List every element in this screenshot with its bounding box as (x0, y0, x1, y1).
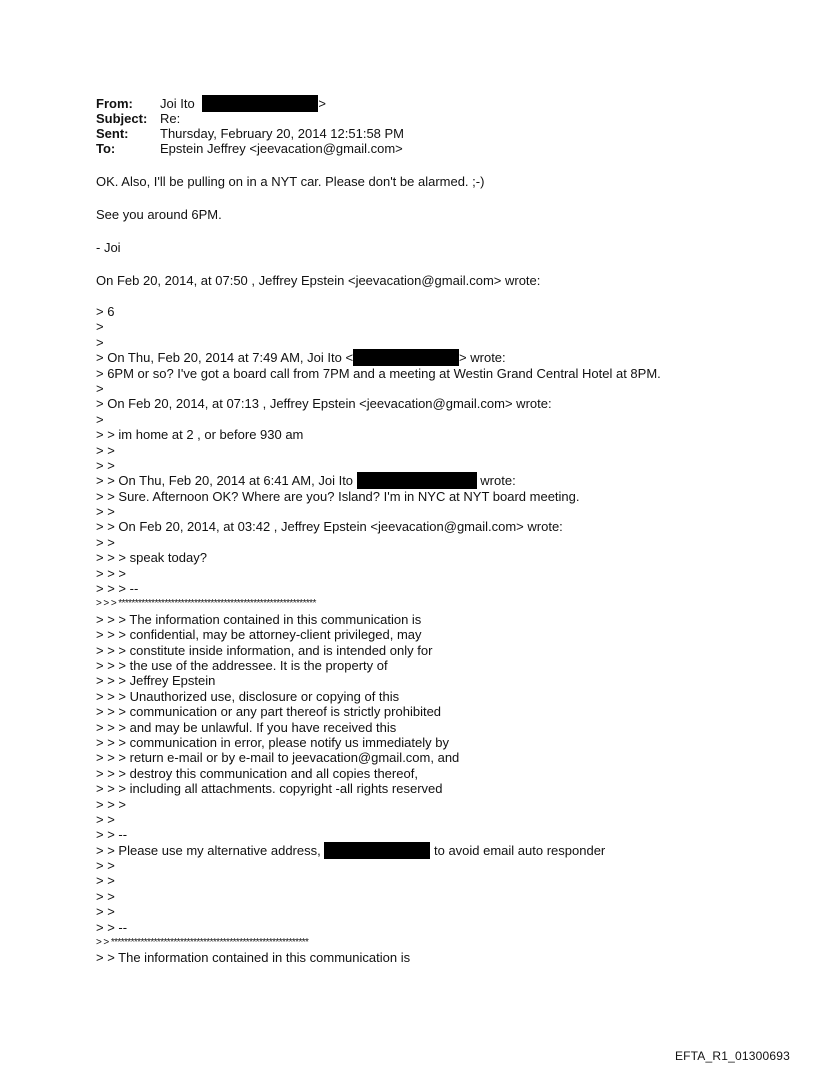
signature: - Joi (96, 240, 121, 255)
quoted-line (96, 350, 776, 365)
sent-value: Thursday, February 20, 2014 12:51:58 PM (160, 126, 405, 141)
quoted-line (96, 473, 776, 488)
quoted-line: > > > including all attachments. copyright -all rights reserved (96, 781, 443, 797)
quoted-text: > > On Thu, Feb 20, 2014 at 6:41 AM, Joi Ito (96, 473, 354, 489)
quoted-line: > (96, 334, 104, 350)
quoted-line: > > (96, 534, 115, 550)
quoted-line: > > > communication in error, please notify us immediately by (96, 734, 449, 750)
from-name: Joi Ito (160, 96, 195, 111)
subject-value: Re: (160, 111, 181, 126)
quoted-text: > > Please use my alternative address, (96, 842, 321, 858)
redaction-box (353, 349, 459, 366)
quoted-line: > > ************************************************************ (96, 937, 309, 949)
quoted-line: > > > The information contained in this communication is (96, 611, 422, 627)
quoted-line: > > > (96, 796, 126, 812)
quoted-line: > > The information contained in this communication is (96, 950, 411, 966)
quoted-line: > > (96, 442, 115, 458)
quoted-line: > > (96, 904, 115, 920)
from-suffix: > (318, 96, 326, 111)
quoted-line: > > > -- (96, 581, 139, 597)
quoted-text: to avoid email auto responder (433, 842, 606, 858)
quoted-line: > > (96, 457, 115, 473)
body-paragraph: See you around 6PM. (96, 207, 222, 222)
to-label: To: (96, 141, 116, 156)
quoted-line: > > -- (96, 827, 128, 843)
quoted-line: > > > ************************************************************ (96, 598, 316, 610)
from-row (96, 96, 776, 111)
quoted-line: > > im home at 2 , or before 930 am (96, 427, 304, 443)
quoted-thread (96, 304, 776, 966)
quoted-line: > > Sure. Afternoon OK? Where are you? Island? I'm in NYC at NYT board meeting. (96, 488, 580, 504)
quoted-line: > > (96, 504, 115, 520)
quoted-line: > > > confidential, may be attorney-client privileged, may (96, 627, 422, 643)
quoted-line: > > > and may be unlawful. If you have received this (96, 719, 397, 735)
quoted-line: > > On Feb 20, 2014, at 03:42 , Jeffrey Epstein <jeevacation@gmail.com> wrote: (96, 519, 563, 535)
bates-number: EFTA_R1_01300693 (674, 1049, 790, 1063)
subject-label: Subject: (96, 111, 148, 126)
quoted-line: > > > the use of the addressee. It is the property of (96, 657, 388, 673)
from-label: From: (96, 96, 133, 111)
quoted-line: > > > destroy this communication and all copies thereof, (96, 765, 418, 781)
quoted-line: > > > constitute inside information, and is intended only for (96, 642, 433, 658)
redaction-box (357, 472, 477, 489)
quoted-line: > > > return e-mail or by e-mail to jeevacation@gmail.com, and (96, 750, 460, 766)
quote-attribution: On Feb 20, 2014, at 07:50 , Jeffrey Epstein <jeevacation@gmail.com> wrote: (96, 273, 541, 288)
quoted-line: > (96, 411, 104, 427)
quoted-line: > > (96, 888, 115, 904)
quoted-line: > > > speak today? (96, 550, 207, 566)
email-document (96, 96, 776, 966)
quoted-line: > > > communication or any part thereof is strictly prohibited (96, 704, 442, 720)
quoted-line: > On Feb 20, 2014, at 07:13 , Jeffrey Epstein <jeevacation@gmail.com> wrote: (96, 396, 552, 412)
subject-row (96, 111, 776, 126)
quoted-line: > (96, 319, 104, 335)
from-value (160, 96, 776, 111)
to-row (96, 141, 776, 156)
quoted-line: > > > Jeffrey Epstein (96, 673, 216, 689)
quoted-text: > On Thu, Feb 20, 2014 at 7:49 AM, Joi Ito < (96, 350, 354, 366)
sent-label: Sent: (96, 126, 129, 141)
redaction-box (202, 95, 318, 112)
quoted-text: wrote: (480, 473, 516, 489)
quoted-line: > > (96, 811, 115, 827)
quoted-text: > wrote: (459, 350, 506, 366)
quoted-line: > 6 (96, 304, 115, 319)
quoted-line: > > > Unauthorized use, disclosure or copying of this (96, 688, 400, 704)
quoted-line: > > -- (96, 919, 128, 935)
quoted-line: > > > (96, 565, 126, 581)
sent-row (96, 126, 776, 141)
to-value: Epstein Jeffrey <jeevacation@gmail.com> (160, 141, 403, 156)
quoted-line: > 6PM or so? I've got a board call from 7PM and a meeting at Westin Grand Central Hotel at 8PM. (96, 365, 661, 381)
body-paragraph: OK. Also, I'll be pulling on in a NYT car. Please don't be alarmed. ;-) (96, 174, 485, 189)
quoted-line (96, 843, 776, 858)
quoted-line: > (96, 380, 104, 396)
redaction-box (324, 842, 430, 859)
quoted-line: > > (96, 858, 115, 874)
quoted-line: > > (96, 873, 115, 889)
